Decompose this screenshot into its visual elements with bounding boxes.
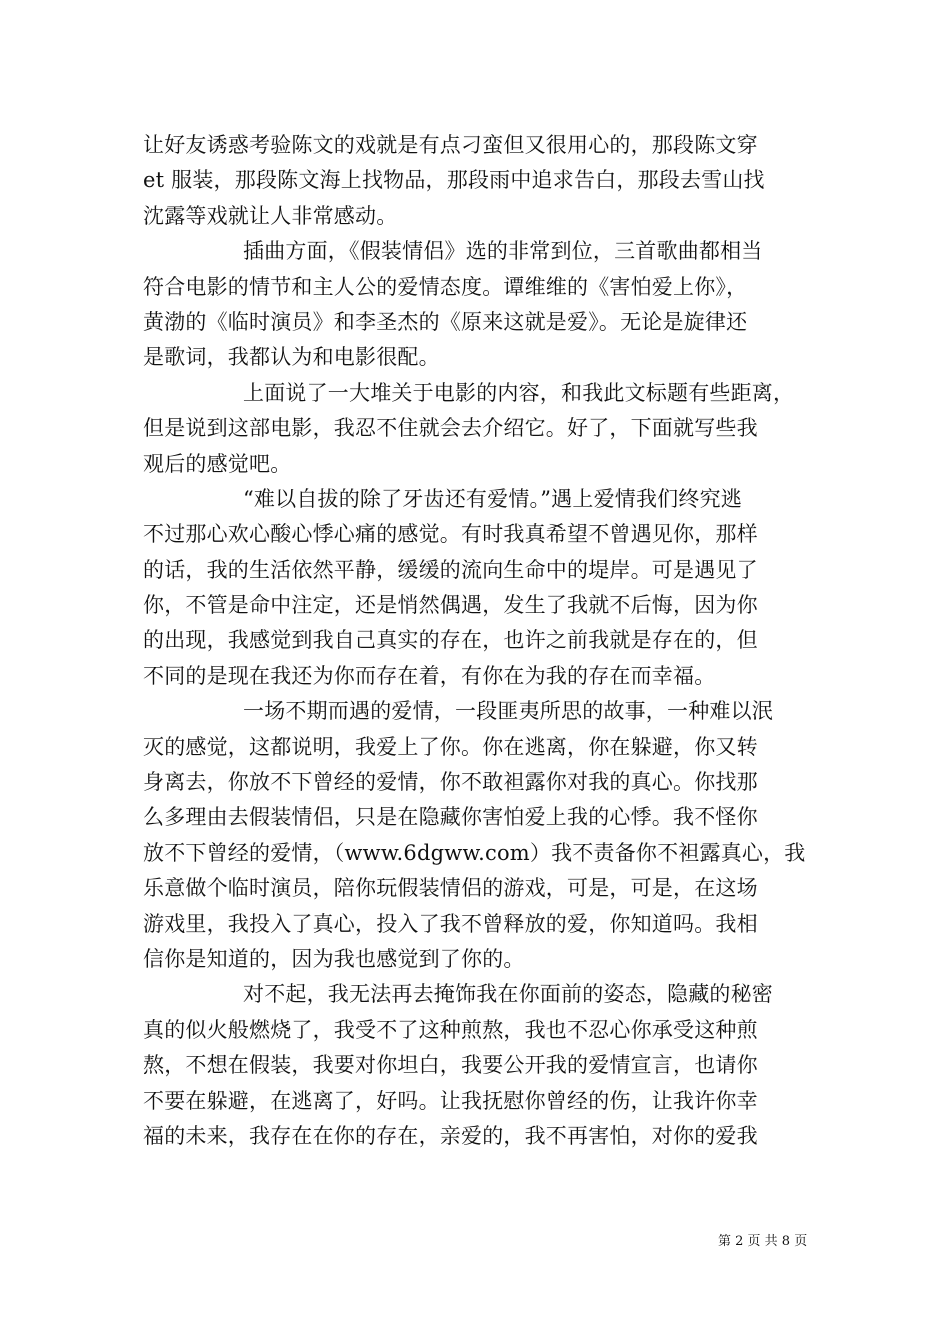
text-line: 熬，不想在假装，我要对你坦白，我要公开我的爱情宣言，也请你 (143, 1053, 758, 1078)
paragraph-first-line: 上面说了一大堆关于电影的内容，和我此文标题有些距离， (243, 380, 795, 405)
text-line: 符合电影的情节和主人公的爱情态度。谭维维的《害怕爱上你》， (143, 274, 748, 299)
text-line: 黄渤的《临时演员》和李圣杰的《原来这就是爱》。无论是旋律还 (143, 309, 748, 334)
text-line: 福的未来，我存在在你的存在，亲爱的，我不再害怕，对你的爱我 (143, 1123, 758, 1148)
text-line: 么多理由去假装情侣，只是在隐藏你害怕爱上我的心悸。我不怪你 (143, 805, 758, 830)
text-line: 乐意做个临时演员，陪你玩假装情侣的游戏，可是，可是，在这场 (143, 876, 758, 901)
paragraph-first-line: 插曲方面，《假装情侣》选的非常到位，三首歌曲都相当 (243, 239, 763, 264)
paragraph-first-line: 一场不期而遇的爱情，一段匪夷所思的故事，一种难以泯 (243, 699, 773, 724)
text-line: 你，不管是命中注定，还是悄然偶遇，发生了我就不后悔，因为你 (143, 593, 758, 618)
text-line: 游戏里，我投入了真心，投入了我不曾释放的爱，你知道吗。我相 (143, 911, 758, 936)
text-line: 不同的是现在我还为你而存在着，有你在为我的存在而幸福。 (143, 663, 716, 688)
paragraph-first-line: “难以自拔的除了牙齿还有爱情。”遇上爱情我们终究逃 (243, 486, 742, 511)
text-line: 的话，我的生活依然平静，缓缓的流向生命中的堤岸。可是遇见了 (143, 557, 758, 582)
text-line: 不要在躲避，在逃离了，好吗。让我抚慰你曾经的伤，让我许你幸 (143, 1088, 758, 1113)
text-line: 让好友诱惑考验陈文的戏就是有点刁蛮但又很用心的，那段陈文穿 (143, 133, 758, 157)
paragraph-first-line: 对不起，我无法再去掩饰我在你面前的姿态，隐藏的秘密 (243, 982, 773, 1007)
text-line: 身离去，你放不下曾经的爱情，你不敢袒露你对我的真心。你找那 (143, 770, 758, 795)
text-line: 沈露等戏就让人非常感动。 (143, 203, 398, 228)
text-line: 不过那心欢心酸心悸心痛的感觉。有时我真希望不曾遇见你，那样 (143, 522, 758, 547)
text-line: 信你是知道的，因为我也感觉到了你的。 (143, 946, 525, 971)
page-number-footer: 第 2 页 共 8 页 (718, 1234, 808, 1249)
body-text (143, 128, 833, 1154)
text-line: 但是说到这部电影，我忍不住就会去介绍它。好了，下面就写些我 (143, 416, 758, 441)
text-line: 的出现，我感觉到我自己真实的存在，也许之前我就是存在的，但 (143, 628, 758, 653)
text-line: 灭的感觉，这都说明，我爱上了你。你在逃离，你在躲避，你又转 (143, 734, 758, 759)
text-line: et 服装，那段陈文海上找物品，那段雨中追求告白，那段去雪山找 (143, 168, 765, 193)
text-line: 真的似火般燃烧了，我受不了这种煎熬，我也不忍心你承受这种煎 (143, 1017, 758, 1042)
text-line: 观后的感觉吧。 (143, 451, 292, 476)
text-line: 是歌词，我都认为和电影很配。 (143, 345, 440, 370)
text-line: 放不下曾经的爱情，（www.6dgww.com）我不责备你不袒露真心，我 (143, 840, 806, 865)
